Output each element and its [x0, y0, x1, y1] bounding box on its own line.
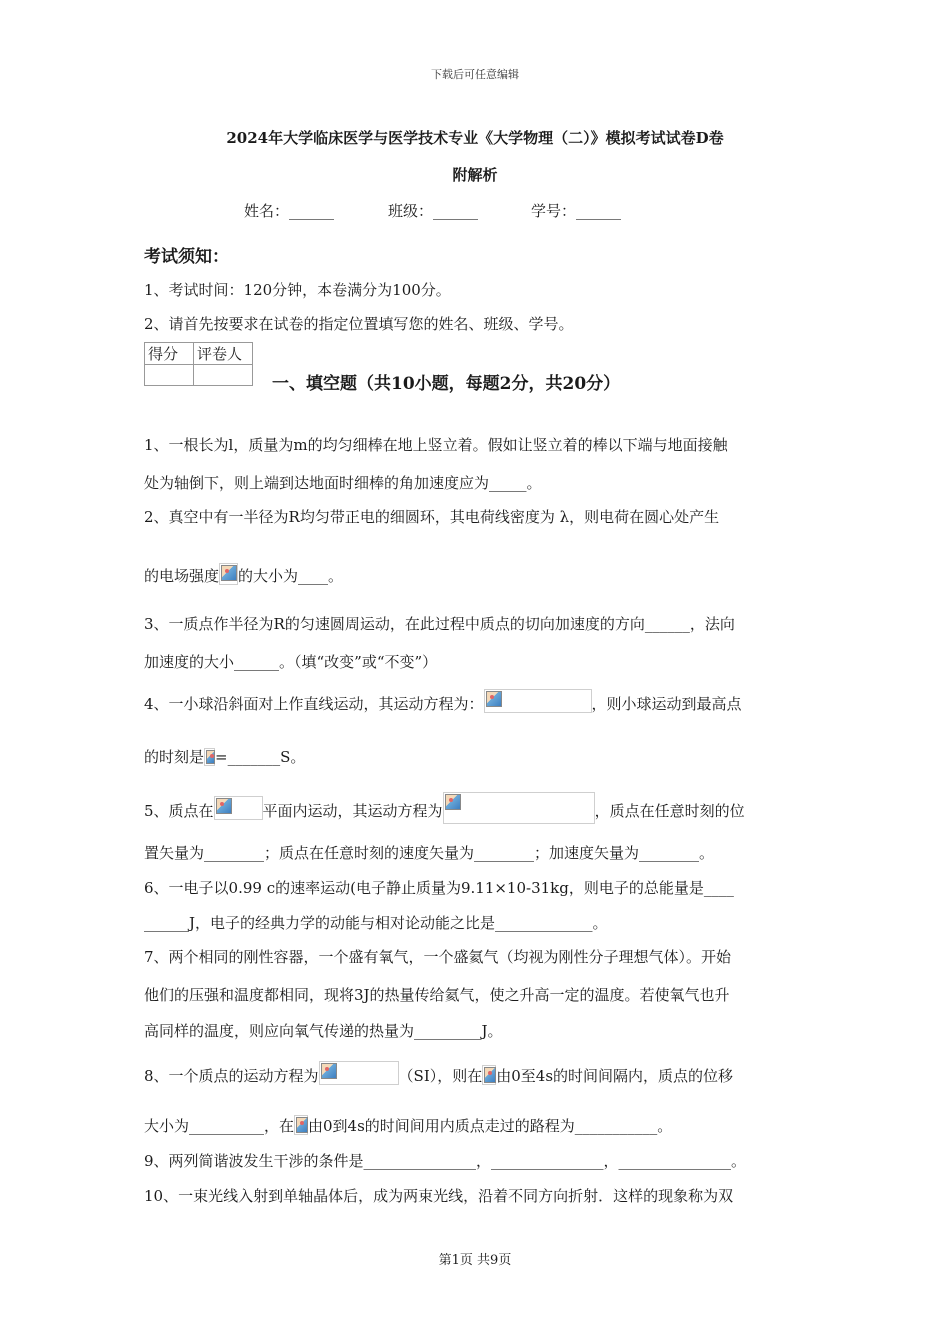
- text: 4、一小球沿斜面对上作直线运动，其运动方程为：: [144, 695, 484, 713]
- question-2-line-1: 2、真空中有一半径为R均匀带正电的细圆环，其电荷线密度为 λ，则电荷在圆心处产生: [144, 508, 720, 526]
- question-5-line-2: 置矢量为________；质点在任意时刻的速度矢量为________；加速度矢量为________。: [144, 844, 715, 862]
- question-3-line-1: 3、一质点作半径为R的匀速圆周运动，在此过程中质点的切向加速度的方向______，法向: [144, 615, 735, 633]
- text: 的时刻是: [144, 748, 205, 766]
- exam-title-suffix: 附解析: [452, 166, 498, 184]
- image-placeholder-icon: [216, 798, 232, 814]
- question-1-line-2: 处为轴倒下，则上端到达地面时细棒的角加速度应为_____。: [144, 474, 542, 492]
- question-7-line-3: 高同样的温度，则应向氧气传递的热量为_________J。: [144, 1022, 503, 1040]
- image-placeholder-icon: [484, 1067, 496, 1083]
- question-3-line-2: 加速度的大小______。（填“改变”或“不变”）: [144, 653, 438, 671]
- question-2-line-2: [144, 563, 343, 586]
- question-4-line-1: [144, 689, 742, 714]
- notice-item-1: 1、考试时间：120分钟，本卷满分为100分。: [144, 281, 451, 299]
- page-header: 下载后可任意编辑: [431, 68, 519, 81]
- exam-title: 2024年大学临床医学与医学技术专业《大学物理（二）》模拟考试试卷D卷: [226, 129, 724, 147]
- text: ，质点在任意时刻的位: [594, 802, 745, 820]
- image-placeholder-icon: [321, 1063, 337, 1079]
- text: 平面内运动，其运动方程为: [262, 802, 443, 820]
- grader-cell: [194, 365, 253, 386]
- question-5-line-1: [144, 792, 745, 824]
- question-9: 9、两列简谐波发生干涉的条件是_______________，_______________，_______________。: [144, 1152, 747, 1170]
- text: 的电场强度: [144, 567, 220, 585]
- score-table: [144, 342, 253, 386]
- image-placeholder-icon: [221, 565, 237, 581]
- score-cell: [145, 365, 194, 386]
- notice-title: 考试须知：: [144, 247, 229, 267]
- image-placeholder-icon: [486, 691, 502, 707]
- text: 8、一个质点的运动方程为: [144, 1067, 319, 1085]
- formula-image-icon: [319, 1061, 399, 1085]
- text: 由0到4s的时间间用内质点走过的路程为___________。: [308, 1117, 673, 1135]
- question-6-line-2: ______J，电子的经典力学的动能与相对论动能之比是_____________。: [144, 914, 608, 932]
- image-placeholder-icon: [296, 1117, 308, 1133]
- text: =_______S。: [215, 748, 306, 766]
- question-7-line-1: 7、两个相同的刚性容器，一个盛有氧气，一个盛氦气（均视为刚性分子理想气体）。开始: [144, 948, 732, 966]
- question-1-line-1: 1、一根长为l，质量为m的均匀细棒在地上竖立着。假如让竖立着的棒以下端与地面接触: [144, 436, 728, 454]
- formula-image-icon: [294, 1115, 308, 1135]
- question-8-line-2: [144, 1115, 672, 1136]
- formula-image-icon: [214, 796, 263, 820]
- text: 5、质点在: [144, 802, 214, 820]
- student-id-field: 学号：______: [531, 202, 622, 220]
- question-7-line-2: 他们的压强和温度都相同，现将3J的热量传给氦气，使之升高一定的温度。若使氧气也升: [144, 986, 730, 1004]
- grader-header: 评卷人: [194, 343, 253, 365]
- text: 的大小为____。: [238, 567, 344, 585]
- text: 由0至4s的时间间隔内，质点的位移: [496, 1067, 734, 1085]
- notice-item-2: 2、请首先按要求在试卷的指定位置填写您的姓名、班级、学号。: [144, 315, 574, 333]
- question-6-line-1: 6、一电子以0.99 c的速率运动(电子静止质量为9.11×10-31kg，则电子的总能量是____: [144, 879, 734, 897]
- formula-image-icon: [443, 792, 595, 824]
- section-title: 一、填空题（共10小题，每题2分，共20分）: [272, 374, 621, 394]
- question-8-line-1: [144, 1061, 733, 1086]
- formula-image-icon: [482, 1065, 496, 1085]
- text: ，则小球运动到最高点: [591, 695, 742, 713]
- formula-image-icon: [219, 563, 238, 585]
- image-placeholder-icon: [206, 750, 215, 764]
- name-field: 姓名：______: [244, 202, 335, 220]
- image-placeholder-icon: [445, 794, 461, 810]
- formula-image-icon: [484, 689, 592, 713]
- score-header: 得分: [145, 343, 194, 365]
- question-10-line-1: 10、一束光线入射到单轴晶体后，成为两束光线，沿着不同方向折射．这样的现象称为双: [144, 1187, 734, 1205]
- page-footer: 第1页 共9页: [438, 1253, 512, 1268]
- formula-image-icon: [204, 748, 215, 766]
- text: 大小为__________，在: [144, 1117, 295, 1135]
- class-field: 班级：______: [388, 202, 479, 220]
- question-4-line-2: [144, 746, 305, 767]
- text: （SI），则在: [398, 1067, 483, 1085]
